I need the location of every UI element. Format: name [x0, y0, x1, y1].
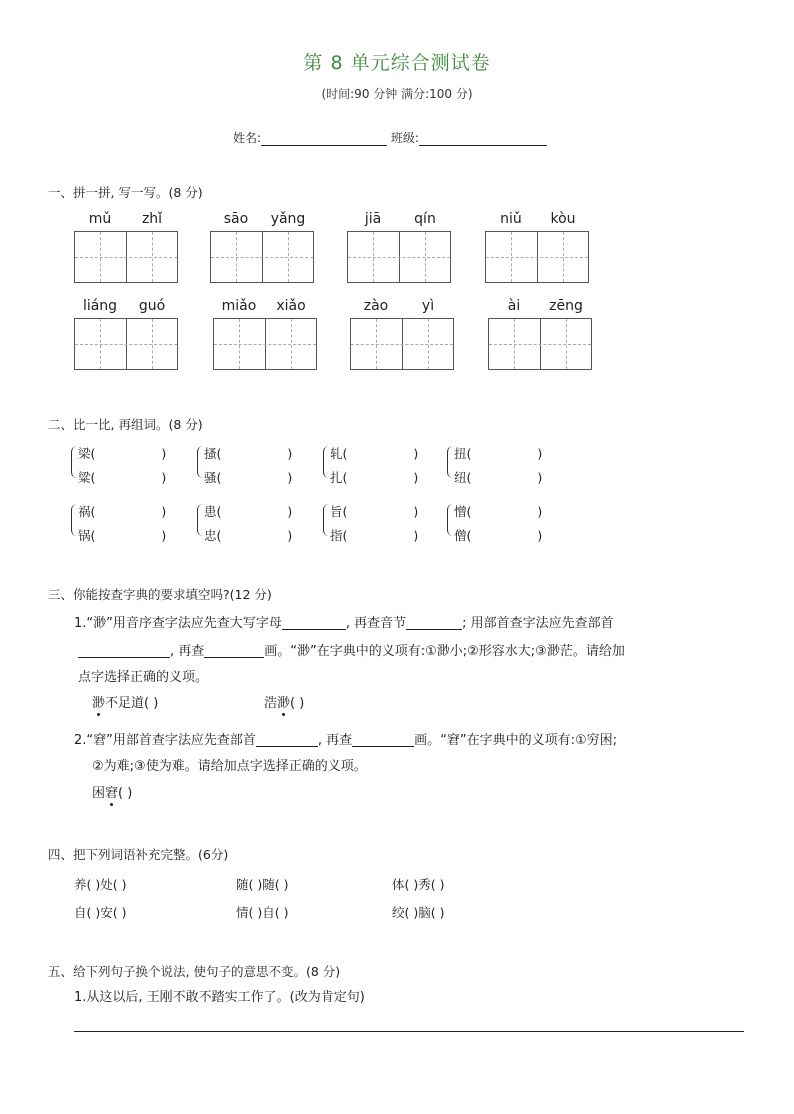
paren-open: ( — [90, 504, 96, 519]
compare-item — [330, 468, 418, 486]
pinyin-label: zào — [363, 298, 389, 314]
q1-text-e: 画。“渺”在字典中的义项有:①渺小;②形容水大;③渺茫。请给加 — [264, 644, 625, 659]
tianzige-box[interactable] — [488, 318, 592, 370]
paren-close: ) — [413, 470, 419, 485]
idiom-item[interactable]: 随( )随( ) — [236, 877, 289, 892]
paren-close: ) — [161, 446, 167, 461]
pinyin-label: miǎo — [221, 298, 257, 314]
section1-heading: 一、拼一拼, 写一写。(8 分) — [48, 185, 203, 200]
compare-item — [204, 502, 292, 520]
q1-word-1: 渺不足道( ) — [92, 696, 159, 711]
paren-close: ) — [537, 470, 543, 485]
section2-heading: 二、比一比, 再组词。(8 分) — [48, 417, 203, 432]
compare-char: 指 — [330, 528, 343, 543]
tianzige-box[interactable] — [350, 318, 454, 370]
paren-close: ) — [537, 446, 543, 461]
paren-open: ( — [90, 470, 96, 485]
section3-q1-line1 — [74, 615, 614, 630]
compare-item — [78, 444, 166, 462]
tianzige-box[interactable] — [74, 231, 178, 283]
compare-char: 轧 — [330, 446, 343, 461]
q2-text-c: 画。“窘”在字典中的义项有:①穷困; — [414, 733, 618, 748]
class-blank[interactable] — [419, 131, 547, 146]
tianzige-box[interactable] — [213, 318, 317, 370]
pinyin-label: sāo — [223, 211, 249, 227]
tianzige-box[interactable] — [347, 231, 451, 283]
paren-open: ( — [466, 470, 472, 485]
q1-blank-syllable[interactable] — [406, 615, 462, 630]
paren-close: ) — [287, 528, 293, 543]
compare-item — [330, 444, 418, 462]
name-label: 姓名: — [233, 131, 262, 145]
q1-blank-strokes[interactable] — [204, 643, 264, 658]
pinyin-label: zhǐ — [141, 211, 163, 227]
idiom-item[interactable]: 体( )秀( ) — [392, 877, 445, 892]
paren-open: ( — [90, 528, 96, 543]
compare-item — [330, 526, 418, 544]
paren-open: ( — [216, 528, 222, 543]
paren-open: ( — [342, 470, 348, 485]
section5-heading: 五、给下列句子换个说法, 使句子的意思不变。(8 分) — [48, 964, 341, 979]
paren-close: ) — [413, 504, 419, 519]
paren-close: ) — [161, 528, 167, 543]
section3-heading: 三、你能按查字典的要求填空吗?(12 分) — [48, 587, 272, 602]
compare-char: 患 — [204, 504, 217, 519]
tianzige-box[interactable] — [74, 318, 178, 370]
paren-open: ( — [342, 528, 348, 543]
idiom-item[interactable]: 情( )自( ) — [236, 905, 289, 920]
q1-word-2: 浩渺( ) — [264, 696, 305, 711]
paren-open: ( — [90, 446, 96, 461]
q1-text-f: 点字选择正确的义项。 — [78, 670, 209, 685]
compare-item — [454, 468, 542, 486]
pinyin-label: niǔ — [500, 211, 522, 227]
class-label: 班级: — [390, 131, 419, 145]
pair-brace — [323, 446, 329, 478]
q1-text-a: 1.“渺”用音序查字法应先查大写字母 — [74, 616, 282, 631]
pinyin-label: yǎng — [270, 211, 306, 227]
compare-char: 扭 — [454, 446, 467, 461]
compare-item — [204, 526, 292, 544]
idiom-item[interactable]: 绞( )脑( ) — [392, 905, 445, 920]
compare-item — [454, 526, 542, 544]
pinyin-label: zēng — [549, 298, 583, 314]
pair-brace — [197, 446, 203, 478]
section5-answer-line[interactable] — [74, 1031, 744, 1032]
q1-text-b: , 再查音节 — [345, 616, 407, 631]
paren-open: ( — [342, 504, 348, 519]
paren-open: ( — [216, 446, 222, 461]
compare-item — [330, 502, 418, 520]
paren-close: ) — [413, 528, 419, 543]
paren-open: ( — [216, 504, 222, 519]
compare-char: 祸 — [78, 504, 91, 519]
pinyin-label: liáng — [82, 298, 118, 314]
q2-blank-radical[interactable] — [256, 732, 318, 747]
paren-open: ( — [342, 446, 348, 461]
compare-char: 旨 — [330, 504, 343, 519]
paren-open: ( — [216, 470, 222, 485]
compare-char: 粱 — [78, 470, 91, 485]
pinyin-label: mǔ — [88, 211, 112, 227]
paren-close: ) — [287, 446, 293, 461]
compare-item — [454, 444, 542, 462]
tianzige-box[interactable] — [485, 231, 589, 283]
section5-q1: 1.从这以后, 王刚不敢不踏实工作了。(改为肯定句) — [74, 990, 365, 1005]
page-title: 第 8 单元综合测试卷 — [303, 52, 491, 74]
paren-close: ) — [161, 470, 167, 485]
compare-char: 扎 — [330, 470, 343, 485]
compare-item — [204, 444, 292, 462]
name-blank[interactable] — [261, 131, 387, 146]
q1-blank-letter[interactable] — [282, 615, 346, 630]
compare-char: 搔 — [204, 446, 217, 461]
q1-text-c: ; 用部首查字法应先查部首 — [462, 616, 614, 631]
section3-q1-line2 — [78, 643, 625, 658]
idiom-item[interactable]: 养( )处( ) — [74, 877, 127, 892]
paren-close: ) — [413, 446, 419, 461]
q2-text-b: , 再查 — [317, 733, 353, 748]
pinyin-label: guó — [138, 298, 166, 314]
pair-brace — [197, 504, 203, 536]
compare-item — [204, 468, 292, 486]
pinyin-label: xiǎo — [276, 298, 306, 314]
q1-text-d: , 再查 — [170, 644, 205, 659]
compare-char: 纽 — [454, 470, 467, 485]
paren-close: ) — [287, 504, 293, 519]
compare-char: 骚 — [204, 470, 217, 485]
section4-heading: 四、把下列词语补充完整。(6分) — [48, 847, 229, 862]
pair-brace — [447, 446, 453, 478]
paren-close: ) — [537, 528, 543, 543]
pinyin-label: kòu — [550, 211, 576, 227]
pair-brace — [447, 504, 453, 536]
pinyin-label: jiā — [364, 211, 382, 227]
compare-item — [78, 526, 166, 544]
compare-item — [454, 502, 542, 520]
pair-brace — [71, 504, 77, 536]
paren-close: ) — [537, 504, 543, 519]
pair-brace — [71, 446, 77, 478]
compare-item — [78, 502, 166, 520]
compare-char: 憎 — [454, 504, 467, 519]
idiom-item[interactable]: 自( )安( ) — [74, 905, 127, 920]
section3-q2-line1 — [74, 732, 617, 747]
compare-item — [78, 468, 166, 486]
pinyin-label: yì — [421, 298, 435, 314]
compare-char: 僧 — [454, 528, 467, 543]
q2-text-d: ②为难;③使为难。请给加点字选择正确的义项。 — [92, 759, 367, 774]
page-subtitle: (时间:90 分钟 满分:100 分) — [321, 87, 473, 101]
paren-open: ( — [466, 528, 472, 543]
tianzige-box[interactable] — [210, 231, 314, 283]
q2-text-a: 2.“窘”用部首查字法应先查部首 — [74, 733, 256, 748]
pair-brace — [323, 504, 329, 536]
compare-char: 梁 — [78, 446, 91, 461]
compare-char: 忠 — [204, 528, 217, 543]
paren-open: ( — [466, 446, 472, 461]
paren-open: ( — [466, 504, 472, 519]
q2-word-1: 困窘( ) — [92, 786, 133, 801]
paren-close: ) — [287, 470, 293, 485]
q2-blank-strokes[interactable] — [352, 732, 414, 747]
pinyin-label: qín — [414, 211, 436, 227]
paren-close: ) — [161, 504, 167, 519]
pinyin-label: ài — [507, 298, 521, 314]
compare-char: 锅 — [78, 528, 91, 543]
q1-blank-radical[interactable] — [78, 643, 170, 658]
name-field — [233, 129, 547, 146]
